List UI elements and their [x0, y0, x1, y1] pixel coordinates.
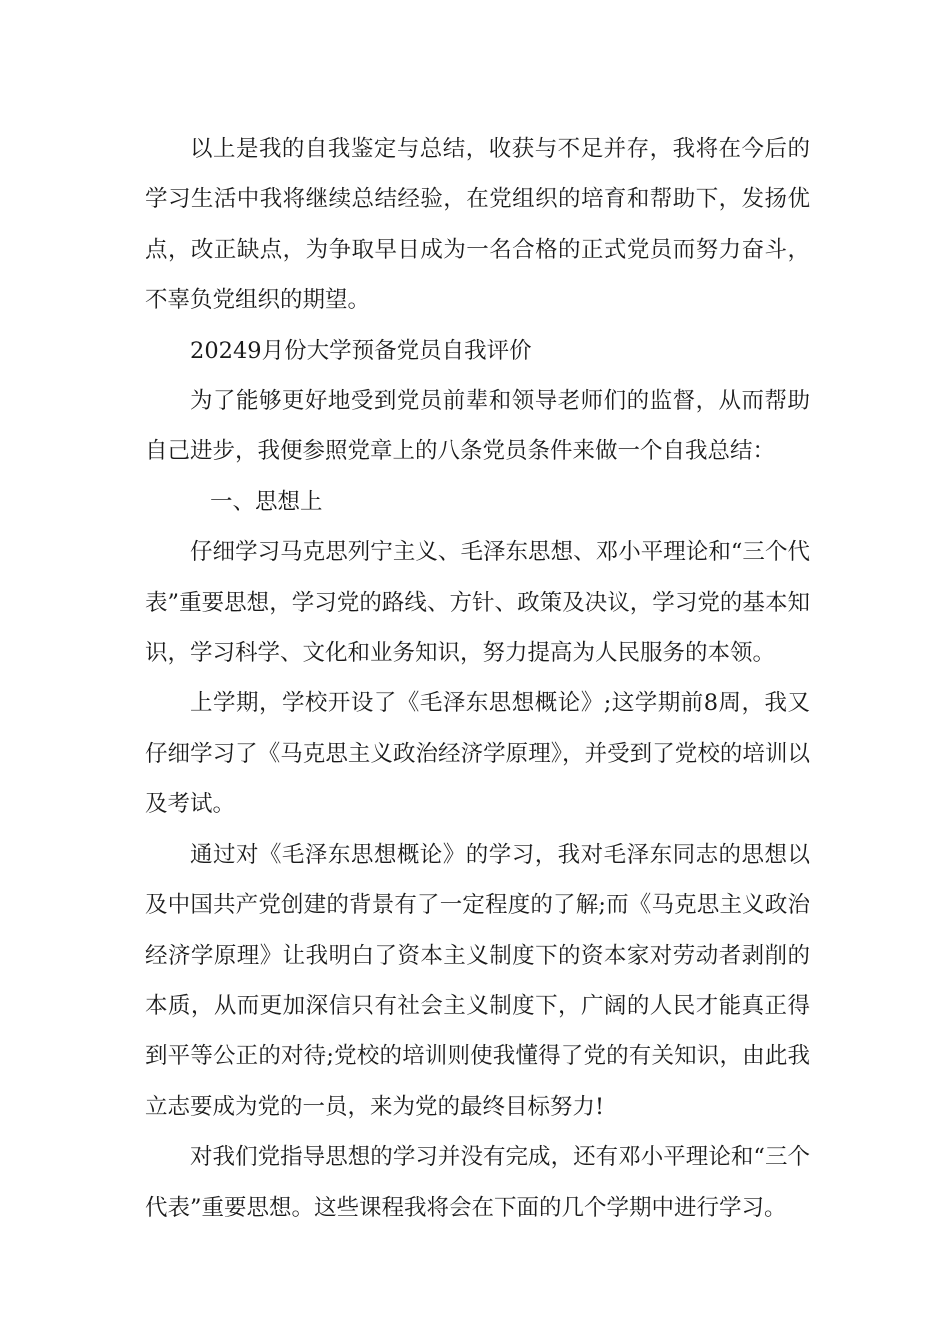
section-title: 20249月份大学预备党员自我评价 [190, 337, 532, 364]
paragraph-summary: 以上是我的自我鉴定与总结，收获与不足并存，我将在今后的学习生活中我将继续总结经验，在党组织的培育和帮助下，发扬优点，改正缺点，为争取早日成为一名合格的正式党员而努力奋斗，不辜负党组织的期望。 [145, 136, 810, 314]
paragraph-study-theory: 仔细学习马克思列宁主义、毛泽东思想、邓小平理论和“三个代表”重要思想，学习党的路线、方针、政策及决议，学习党的基本知识，学习科学、文化和业务知识，努力提高为人民服务的本领。 [145, 539, 810, 667]
paragraph-future-study: 对我们党指导思想的学习并没有完成，还有邓小平理论和“三个代表”重要思想。这些课程我将会在下面的几个学期中进行学习。 [145, 1144, 810, 1221]
document-body [145, 124, 810, 1233]
subheading-ideology: 一、思想上 [210, 488, 323, 515]
paragraph-learning-outcome: 通过对《毛泽东思想概论》的学习，我对毛泽东同志的思想以及中国共产党创建的背景有了一定程度的了解;而《马克思主义政治经济学原理》让我明白了资本主义制度下的资本家对劳动者剥削的本质，从而更加深信只有社会主义制度下，广阔的人民才能真正得到平等公正的对待;党校的培训则使我懂得了党的有关知识，由此我立志要成为党的一员，来为党的最终目标努力! [145, 841, 810, 1120]
paragraph-courses: 上学期，学校开设了《毛泽东思想概论》;这学期前8周，我又仔细学习了《马克思主义政治经济学原理》，并受到了党校的培训以及考试。 [145, 690, 810, 818]
paragraph-intro: 为了能够更好地受到党员前辈和领导老师们的监督，从而帮助自己进步，我便参照党章上的八条党员条件来做一个自我总结： [145, 388, 810, 465]
